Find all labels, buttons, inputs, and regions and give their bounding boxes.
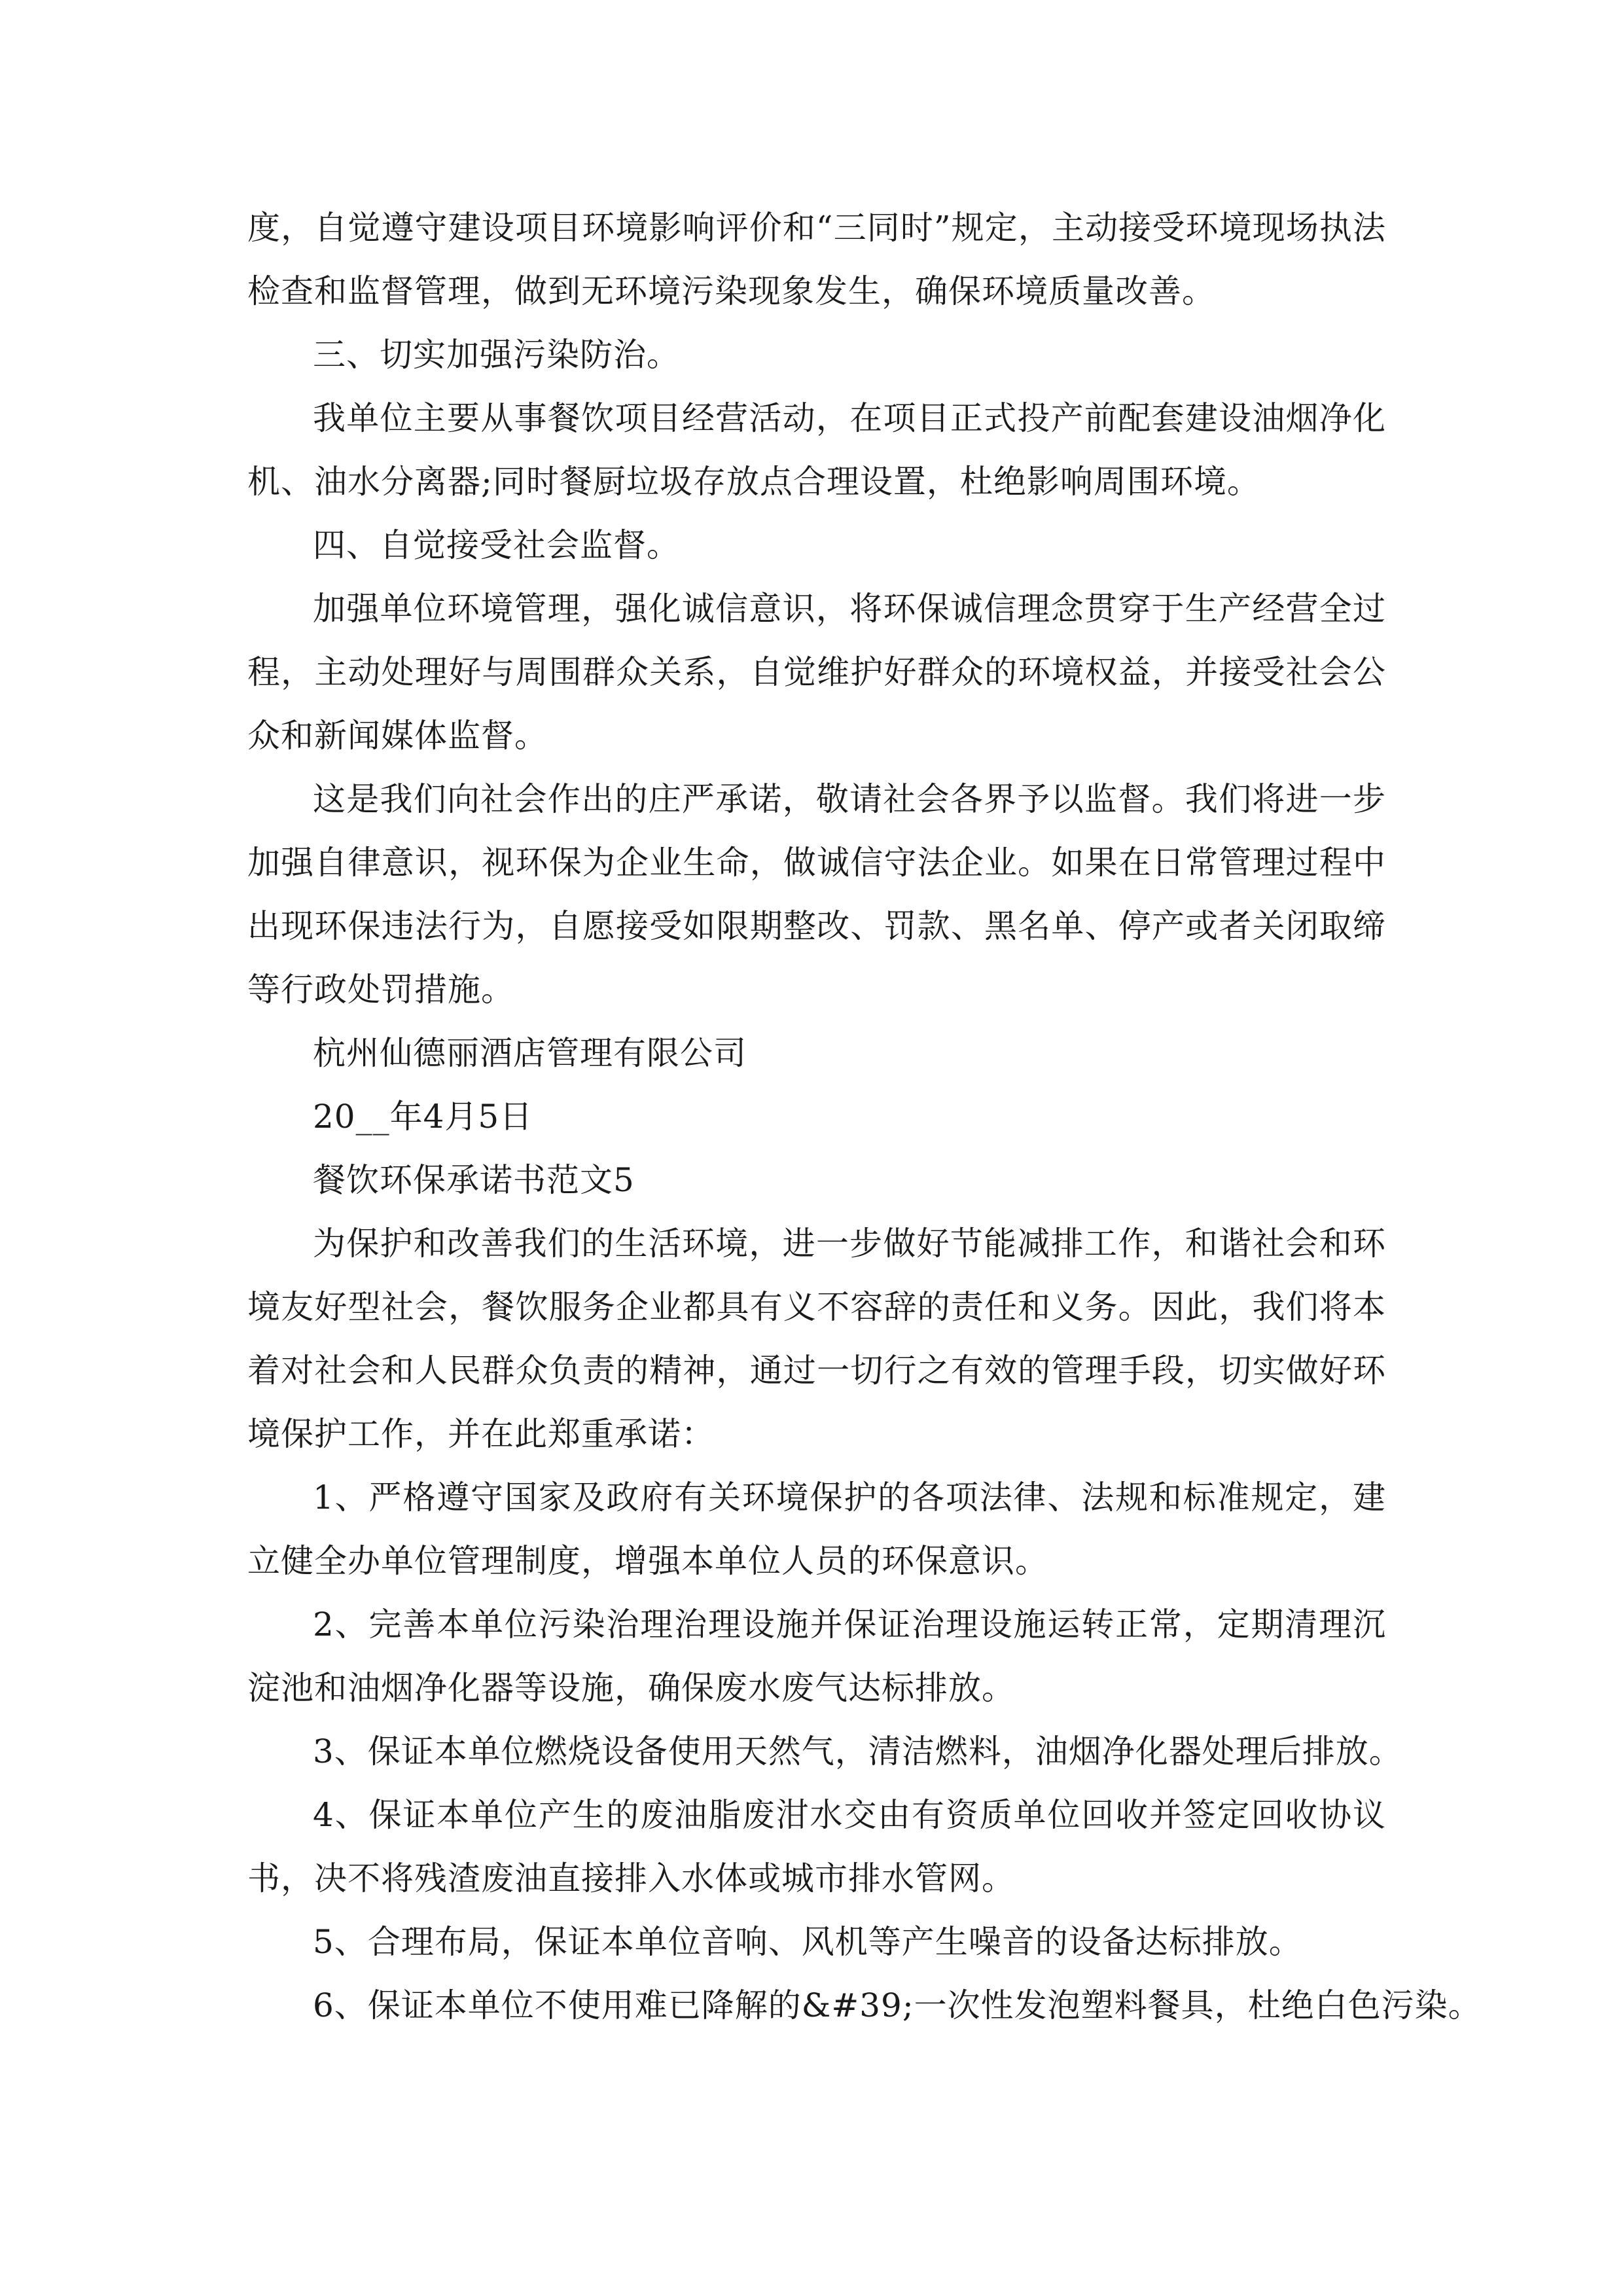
document-page	[247, 196, 1482, 2037]
list-item-5: 5、合理布局，保证本单位音响、风机等产生噪音的设备达标排放。	[313, 1923, 1302, 1961]
paragraph-pollution-control: 我单位主要从事餐饮项目经营活动，在项目正式投产前配套建设油烟净化机、油水分离器;同时餐厨垃圾存放点合理设置，杜绝影响周围环境。	[247, 399, 1386, 501]
signature-date: 20__年4月5日	[313, 1098, 533, 1136]
paragraph-social-supervision: 加强单位环境管理，强化诚信意识，将环保诚信理念贯穿于生产经营全过程，主动处理好与周围群众关系，自觉维护好群众的环境权益，并接受社会公众和新闻媒体监督。	[247, 590, 1386, 755]
list-item-2: 2、完善本单位污染治理治理设施并保证治理设施运转正常，定期清理沉淀池和油烟净化器等设施，确保废水废气达标排放。	[247, 1605, 1386, 1707]
list-item-3: 3、保证本单位燃烧设备使用天然气，清洁燃料，油烟净化器处理后排放。	[313, 1732, 1402, 1770]
paragraph-intro: 为保护和改善我们的生活环境，进一步做好节能减排工作，和谐社会和环境友好型社会，餐饮服务企业都具有义不容辞的责任和义务。因此，我们将本着对社会和人民群众负责的精神，通过一切行之有效的管理手段，切实做好环境保护工作，并在此郑重承诺：	[247, 1225, 1386, 1453]
section-heading-4: 四、自觉接受社会监督。	[313, 526, 680, 564]
sample-title: 餐饮环保承诺书范文5	[313, 1161, 635, 1199]
list-item-1: 1、严格遵守国家及政府有关环境保护的各项法律、法规和标准规定，建立健全办单位管理制度，增强本单位人员的环保意识。	[247, 1479, 1386, 1580]
paragraph-solemn-pledge: 这是我们向社会作出的庄严承诺，敬请社会各界予以监督。我们将进一步加强自律意识，视环保为企业生命，做诚信守法企业。如果在日常管理过程中出现环保违法行为，自愿接受如限期整改、罚款、黑名单、停产或者关闭取缔等行政处罚措施。	[247, 780, 1386, 1009]
section-heading-3: 三、切实加强污染防治。	[313, 336, 680, 374]
list-item-6: 6、保证本单位不使用难已降解的&#39;一次性发泡塑料餐具，杜绝白色污染。	[313, 1986, 1482, 2024]
list-item-4: 4、保证本单位产生的废油脂废泔水交由有资质单位回收并签定回收协议书，决不将残渣废油直接排入水体或城市排水管网。	[247, 1796, 1386, 1897]
paragraph-continuation: 度，自觉遵守建设项目环境影响评价和“三同时”规定，主动接受环境现场执法检查和监督管理，做到无环境污染现象发生，确保环境质量改善。	[247, 209, 1386, 310]
company-name: 杭州仙德丽酒店管理有限公司	[313, 1034, 747, 1072]
